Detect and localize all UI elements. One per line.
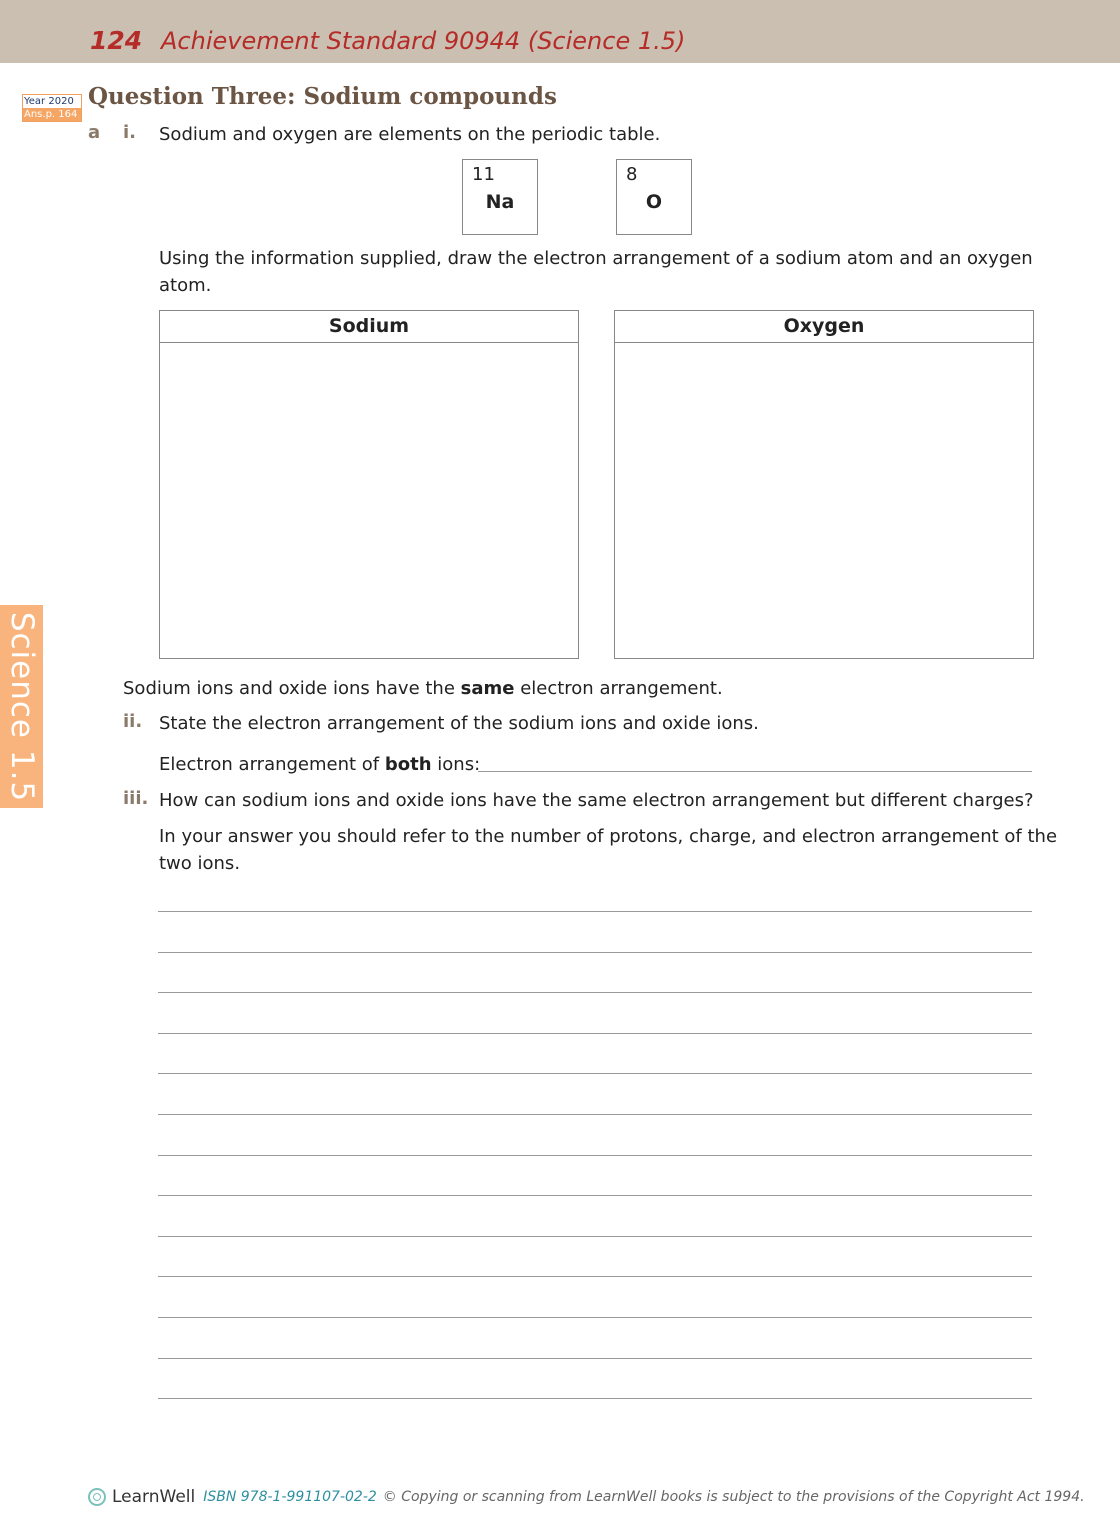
answer-line[interactable] (158, 1236, 1032, 1237)
answer-line[interactable] (158, 1033, 1032, 1034)
learnwell-logo-icon (88, 1488, 106, 1506)
footer (88, 1484, 1085, 1510)
prompt-emphasis: both (384, 754, 432, 775)
isbn: ISBN 978-1-991107-02-2 (203, 1489, 377, 1505)
part-i-label: i. (123, 122, 137, 143)
same-arrangement-statement (123, 675, 723, 702)
element-box-oxygen (616, 159, 692, 235)
part-ii-text: State the electron arrangement of the sodium ions and oxide ions. (159, 713, 759, 734)
instruction-line-2: atom. (159, 275, 212, 296)
answer-line[interactable] (158, 1073, 1032, 1074)
page-number: 124 (90, 26, 143, 55)
part-iii-instruction-line-1: In your answer you should refer to the number of protons, charge, and electron arrangement of the (159, 826, 1058, 847)
drawing-area-header: Sodium (160, 311, 578, 343)
part-iii-label: iii. (123, 788, 149, 809)
answer-line[interactable] (158, 952, 1032, 953)
instruction-line-1: Using the information supplied, draw the electron arrangement of a sodium atom and an oxygen (159, 248, 1033, 269)
year-label: Year 2020 (23, 95, 81, 108)
side-tab (0, 605, 43, 808)
prompt-text: Electron arrangement of (159, 754, 385, 775)
year-badge (22, 94, 82, 122)
part-iii-text: How can sodium ions and oxide ions have the same electron arrangement but different charges? (159, 790, 1034, 811)
brand-name: LearnWell (112, 1487, 196, 1507)
arrangement-prompt (159, 751, 480, 778)
element-symbol: Na (485, 191, 515, 213)
part-i-text: Sodium and oxygen are elements on the periodic table. (159, 124, 661, 145)
oxygen-drawing-area[interactable] (614, 310, 1034, 659)
side-tab-label: Science 1.5 (3, 611, 40, 802)
answer-page-label: Ans.p. 164 (23, 108, 81, 121)
element-box-sodium (462, 159, 538, 235)
answer-line[interactable] (158, 1155, 1032, 1156)
prompt-text: ions: (431, 754, 481, 775)
answer-line[interactable] (158, 1358, 1032, 1359)
arrangement-answer-line[interactable] (478, 771, 1032, 772)
part-ii-label: ii. (123, 711, 143, 732)
standard-title: Achievement Standard 90944 (Science 1.5) (161, 27, 686, 55)
part-a-label: a (88, 122, 101, 143)
part-iii-instruction-line-2: two ions. (159, 853, 241, 874)
statement-text: Sodium ions and oxide ions have the (123, 678, 461, 699)
statement-emphasis: same (460, 678, 515, 699)
statement-text: electron arrangement. (514, 678, 723, 699)
answer-line[interactable] (158, 992, 1032, 993)
copyright-notice: © Copying or scanning from LearnWell books is subject to the provisions of the Copyright Act 1994. (382, 1489, 1085, 1505)
atomic-number: 11 (472, 164, 495, 185)
answer-line[interactable] (158, 1276, 1032, 1277)
answer-line[interactable] (158, 1195, 1032, 1196)
atomic-number: 8 (626, 164, 638, 185)
answer-line[interactable] (158, 911, 1032, 912)
drawing-area-header: Oxygen (615, 311, 1033, 343)
answer-line[interactable] (158, 1317, 1032, 1318)
question-title: Question Three: Sodium compounds (88, 83, 557, 110)
sodium-drawing-area[interactable] (159, 310, 579, 659)
element-symbol: O (645, 191, 663, 213)
answer-line[interactable] (158, 1114, 1032, 1115)
answer-line[interactable] (158, 1398, 1032, 1399)
